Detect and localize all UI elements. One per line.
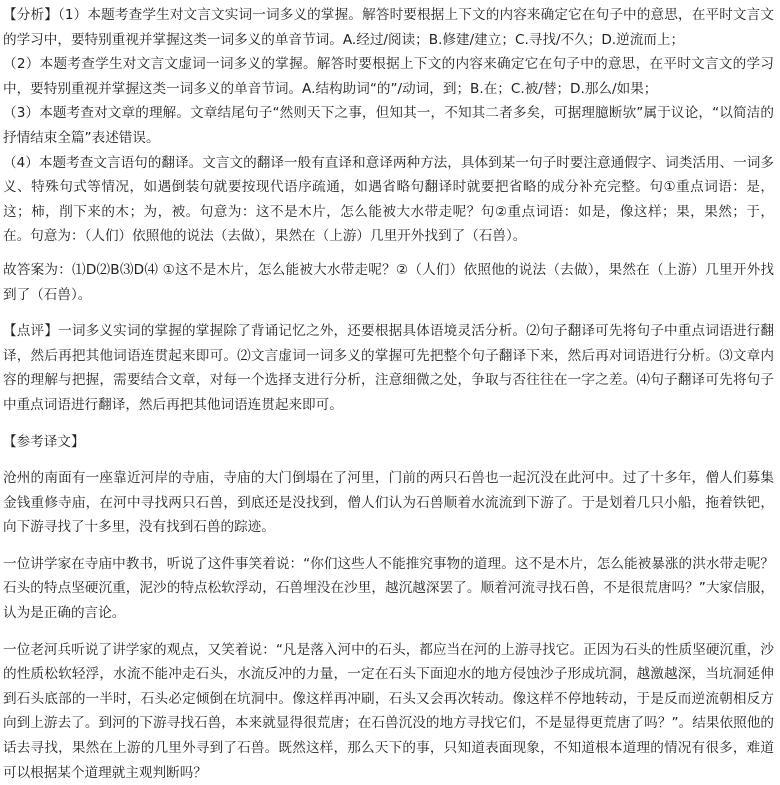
analysis-text-1: （1）本题考查学生对文言文实词一词多义的掌握。解答时要根据上下文的内容来确定它在句子中的意思，在平时文言文的学习中，要特别重视并掌握这类一词多义的单音节词。A.经过/阅读；B.修建/建立；C.寻找/不久；D.逆流而上； xyxy=(3,7,774,48)
translation-paragraph-2: 一位讲学家在寺庙中教书，听说了这件事笑着说：“你们这些人不能推究事物的道理。这不是木片，怎么能被暴涨的洪水带走呢？石头的特点坚硬沉重，泥沙的特点松软浮动，石兽埋没在沙里，越沉越深罢了。顺着河流寻找石兽，不是很荒唐吗？”大家信服，认为是正确的言论。 xyxy=(3,555,774,622)
comment-paragraph: 【点评】一词多义实词的掌握的掌握除了背诵记忆之外，还要根据具体语境灵活分析。⑵句子翻译可先将句子中重点词语进行翻译，然后再把其他词语连贯起来即可。⑵文言虚词一词多义的掌握可先把整个句子翻译下来，然后再对词语进行分析。⑶文章内容的理解与把握，需要结合文章，对每一个选择支进行分析，注意细微之处，争取与否往往在一字之差。⑷句子翻译可先将句子中重点词语进行翻译，然后再把其他词语连贯起来即可。 xyxy=(3,323,774,413)
analysis-paragraph-2: （2）本题考查学生对文言文虚词一词多义的掌握。解答时要根据上下文的内容来确定它在句子中的意思，在平时文言文的学习中，要特别重视并掌握这类一词多义的单音节词。A.结构助词“的”/动词，到；B.在；C.被/替；D.那么/如果； xyxy=(3,56,774,97)
analysis-paragraph-3: （3）本题考查对文章的理解。文章结尾句子“然则天下之事，但知其一，不知其二者多矣，可据理臆断欤”属于议论，“以简洁的抒情结束全篇”表述错误。 xyxy=(3,105,774,146)
analysis-label: 【分析】 xyxy=(3,7,58,23)
translation-heading: 【参考译文】 xyxy=(3,433,85,450)
answer-paragraph: 故答案为：⑴D⑵B⑶D⑷ ①这不是木片，怎么能被大水带走呢？②（人们）依照他的说法（去做），果然在（上游）几里开外找到了（石兽）。 xyxy=(3,261,774,303)
analysis-paragraph-1 xyxy=(3,3,774,52)
analysis-paragraph-4: （4）本题考查文言语句的翻译。文言文的翻译一般有直译和意译两种方法，具体到某一句子时要注意通假字、词类活用、一词多义、特殊句式等情况，如遇倒装句就要按现代语序疏通，如遇省略句翻译时就要把省略的成分补充完整。句①重点词语：是，这；柿，削下来的木；为，被。句意为：这不是木片，怎么能被大水带走呢？句②重点词语：如是，像这样；果，果然；于，在。句意为：（人们）依照他的说法（去做），果然在（上游）几里开外找到了（石兽）。 xyxy=(3,154,774,245)
translation-paragraph-3: 一位老河兵听说了讲学家的观点，又笑着说：“凡是落入河中的石头，都应当在河的上游寻找它。正因为石头的性质坚硬沉重，沙的性质松软轻浮，水流不能冲走石头，水流反冲的力量，一定在石头下面迎水的地方侵蚀沙子形成坑洞，越激越深，当坑洞延伸到石头底部的一半时，石头必定倾倒在坑洞中。像这样再冲刷，石头又会再次转动。像这样不停地转动，于是反而逆流朝相反方向到上游去了。到河的下游寻找石兽，本来就显得很荒唐；在石兽沉没的地方寻找它们，不是显得更荒唐了吗？”。结果依照他的话去寻找，果然在上游的几里外寻到了石兽。既然这样，那么天下的事，只知道表面现象，不知道根本道理的情况有很多，难道可以根据某个道理就主观判断吗？ xyxy=(3,641,774,781)
translation-paragraph-1: 沧州的南面有一座靠近河岸的寺庙，寺庙的大门倒塌在了河里，门前的两只石兽也一起沉没在此河中。过了十多年，僧人们募集金钱重修寺庙，在河中寻找两只石兽，到底还是没找到，僧人们认为石兽顺着水流流到下游了。于是划着几只小船，拖着铁钯，向下游寻找了十多里，没有找到石兽的踪迹。 xyxy=(3,470,774,536)
